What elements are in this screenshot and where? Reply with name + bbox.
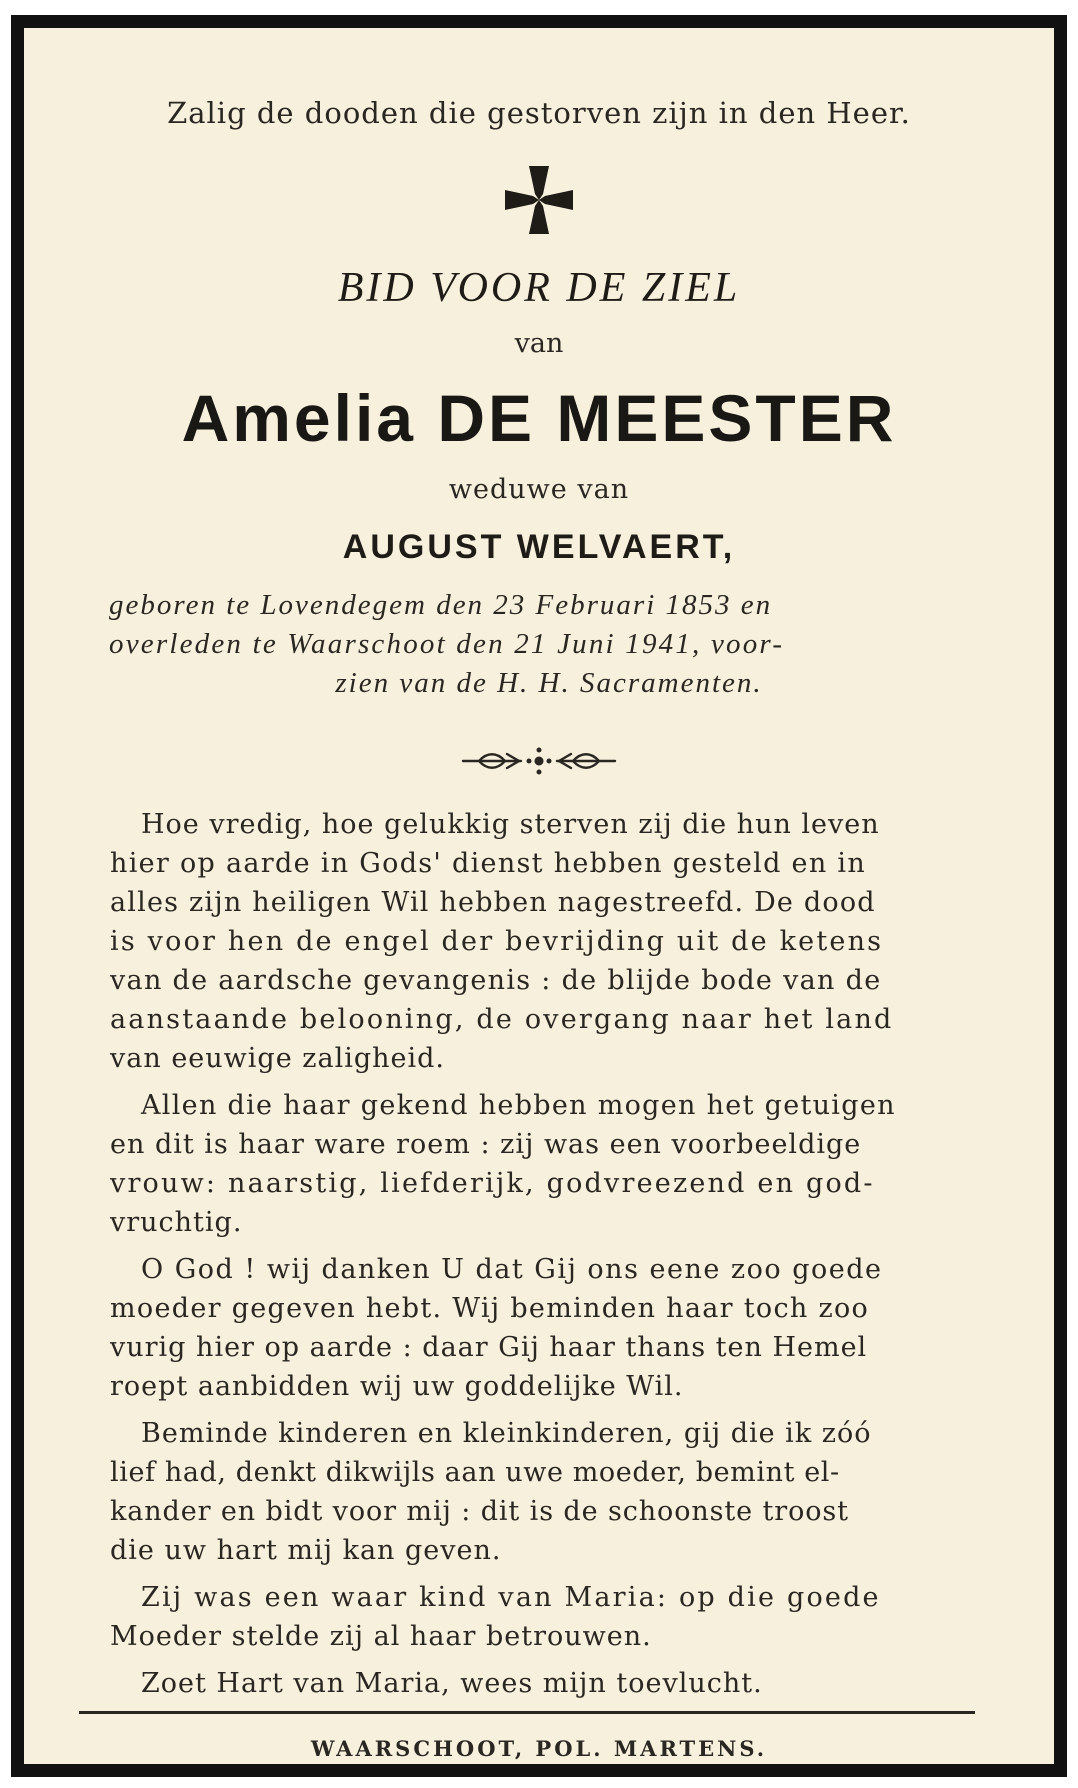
text-line: O God ! wij danken U dat Gij ons eene zoo goede	[141, 1254, 883, 1285]
text-line: roept aanbidden wij uw goddelijke Wil.	[110, 1371, 684, 1402]
death-line: overleden te Waarschoot den 21 Juni 1941, voor-	[109, 628, 785, 660]
deceased-name: Amelia DE MEESTER	[181, 381, 897, 455]
paragraph	[110, 1086, 992, 1242]
paragraph	[110, 805, 992, 1078]
van-label: van	[514, 328, 564, 359]
fleuron-divider-icon	[24, 744, 1054, 778]
paragraph	[110, 1664, 992, 1703]
text-line: vurig hier op aarde : daar Gij haar thans ten Hemel	[110, 1332, 868, 1363]
text-line: Zoet Hart van Maria, wees mijn toevlucht.	[141, 1668, 763, 1699]
widow-of-label: weduwe van	[448, 474, 630, 505]
text-line: alles zijn heiligen Wil hebben nagestreefd. De dood	[110, 887, 876, 918]
husband-name: AUGUST WELVAERT,	[342, 528, 736, 566]
printer-imprint: WAARSCHOOT, POL. MARTENS.	[310, 1736, 768, 1761]
text-line: vrouw: naarstig, liefderijk, godvreezend en god-	[110, 1168, 875, 1199]
text-line: hier op aarde in Gods' dienst hebben gesteld en in	[110, 848, 867, 879]
text-line: Beminde kinderen en kleinkinderen, gij die ik zóó	[141, 1418, 872, 1449]
memorial-text	[110, 805, 992, 1711]
text-line: van eeuwige zaligheid.	[110, 1043, 446, 1074]
sacraments-line: zien van de H. H. Sacramenten.	[335, 667, 763, 699]
text-line: die uw hart mij kan geven.	[110, 1535, 502, 1566]
prayer-heading: BID VOOR DE ZIEL	[337, 265, 741, 311]
paragraph	[110, 1578, 992, 1656]
footer-rule	[79, 1711, 975, 1714]
motto: Zalig de dooden die gestorven zijn in den Heer.	[167, 96, 911, 130]
text-line: lief had, denkt dikwijls aan uwe moeder, bemint el-	[110, 1457, 840, 1488]
text-line: moeder gegeven hebt. Wij beminden haar toch zoo	[110, 1293, 870, 1324]
text-line: Moeder stelde zij al haar betrouwen.	[110, 1621, 652, 1652]
paragraph	[110, 1250, 992, 1406]
text-line: en dit is haar ware roem : zij was een voorbeeldige	[110, 1129, 862, 1160]
text-line: kander en bidt voor mij : dit is de schoonste troost	[110, 1496, 849, 1527]
paragraph	[110, 1414, 992, 1570]
text-line: aanstaande belooning, de overgang naar het land	[110, 1004, 894, 1035]
birth-death-details	[109, 586, 989, 703]
text-line: van de aardsche gevangenis : de blijde bode van de	[110, 965, 882, 996]
text-line: Allen die haar gekend hebben mogen het getuigen	[141, 1090, 896, 1121]
memorial-card	[11, 15, 1067, 1777]
card-content	[24, 28, 1054, 1764]
text-line: Zij was een waar kind van Maria: op die goede	[141, 1582, 881, 1613]
text-line: vruchtig.	[110, 1207, 243, 1238]
birth-line: geboren te Lovendegem den 23 Februari 1853 en	[109, 589, 773, 621]
text-line: is voor hen de engel der bevrijding uit de ketens	[110, 926, 884, 957]
text-line: Hoe vredig, hoe gelukkig sterven zij die hun leven	[141, 809, 880, 840]
cross-pattee-icon	[24, 166, 1054, 234]
